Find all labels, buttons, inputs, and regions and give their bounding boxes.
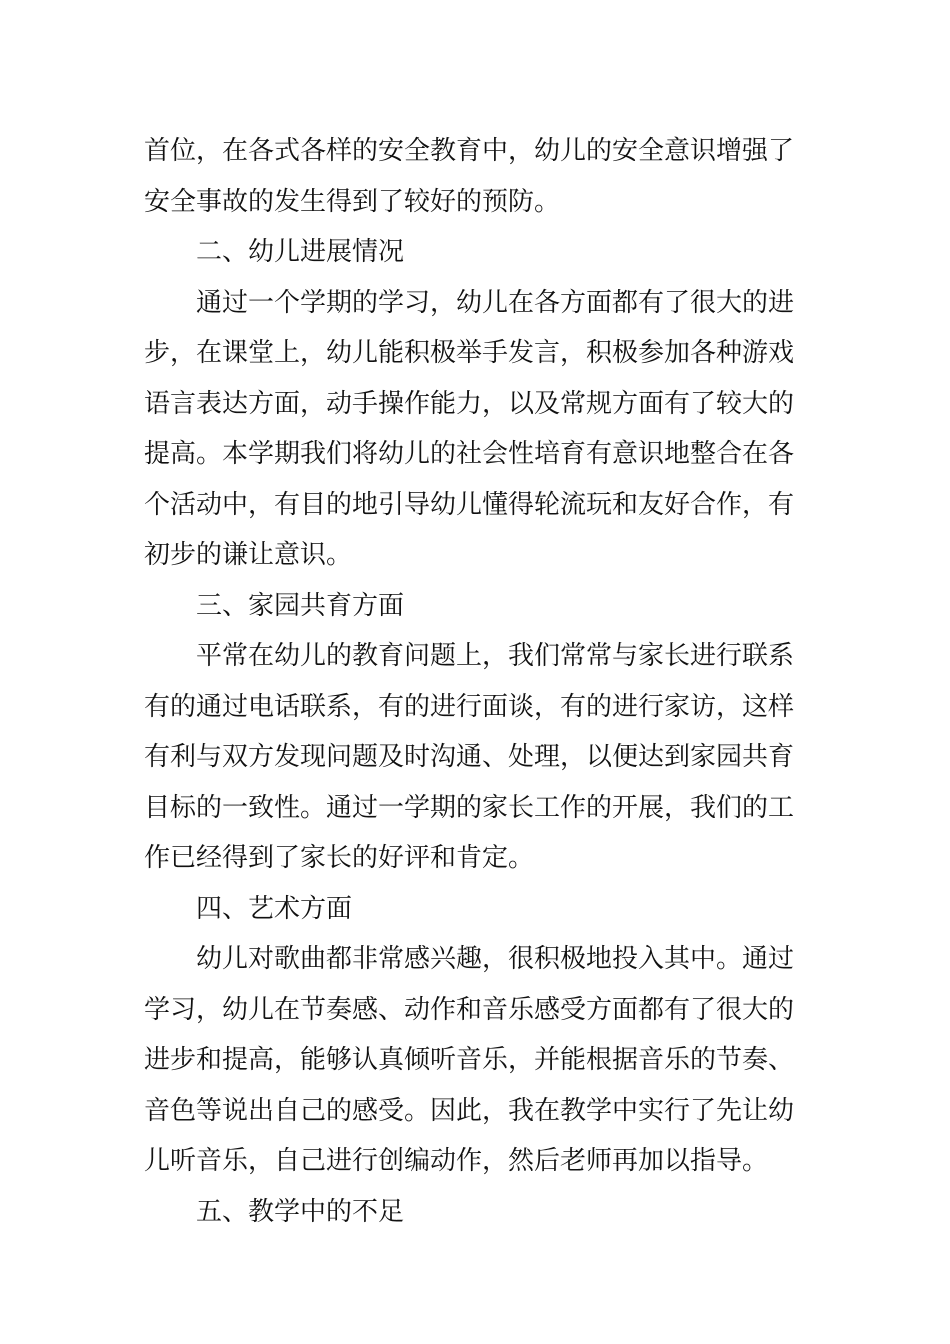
text-line: 音色等说出自己的感受。因此，我在教学中实行了先让幼 <box>144 1095 795 1126</box>
text-line: 学习，幼儿在节奏感、动作和音乐感受方面都有了很大的 <box>144 994 795 1025</box>
section-heading: 三、家园共育方面 <box>196 590 405 621</box>
section-heading: 五、教学中的不足 <box>196 1196 405 1227</box>
text-line: 语言表达方面，动手操作能力，以及常规方面有了较大的 <box>144 388 795 419</box>
text-line: 作已经得到了家长的好评和肯定。 <box>144 843 535 873</box>
text-line: 目标的一致性。通过一学期的家长工作的开展，我们的工 <box>144 792 795 823</box>
text-line: 进步和提高，能够认真倾听音乐，并能根据音乐的节奏、 <box>144 1045 795 1075</box>
text-line: 提高。本学期我们将幼儿的社会性培育有意识地整合在各 <box>144 439 795 469</box>
section-heading: 四、艺术方面 <box>196 893 353 924</box>
text-line: 平常在幼儿的教育问题上，我们常常与家长进行联系 <box>196 641 795 671</box>
text-line: 幼儿对歌曲都非常感兴趣，很积极地投入其中。通过 <box>196 944 795 974</box>
section-heading: 二、幼儿进展情况 <box>196 237 405 267</box>
text-line: 首位，在各式各样的安全教育中，幼儿的安全意识增强了 <box>144 136 795 166</box>
text-line: 初步的谦让意识。 <box>144 540 353 570</box>
text-line: 安全事故的发生得到了较好的预防。 <box>144 186 561 217</box>
text-line: 儿听音乐，自己进行创编动作，然后老师再加以指导。 <box>144 1146 769 1176</box>
text-line: 步，在课堂上，幼儿能积极举手发言，积极参加各种游戏 <box>144 338 795 368</box>
text-line: 个活动中，有目的地引导幼儿懂得轮流玩和友好合作，有 <box>144 489 795 520</box>
text-line: 有的通过电话联系，有的进行面谈，有的进行家访，这样 <box>144 691 795 722</box>
text-line: 通过一个学期的学习，幼儿在各方面都有了很大的进 <box>196 287 795 318</box>
text-line: 有利与双方发现问题及时沟通、处理，以便达到家园共育 <box>144 742 795 772</box>
document-body <box>144 126 814 1237</box>
